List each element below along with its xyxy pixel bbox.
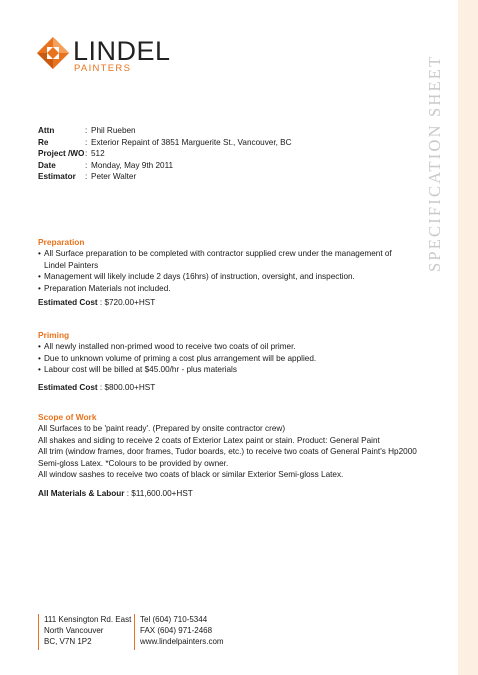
list-item: • Due to unknown volume of priming a cost plus arrangement will be applied. [38, 353, 317, 363]
info-label: Estimator [38, 172, 76, 181]
total-cost: All Materials & Labour : $11,600.00+HST [38, 489, 193, 498]
address-line: North Vancouver [44, 626, 104, 636]
phone-number: Tel (604) 710-5344 [140, 615, 208, 624]
scope-line: All shakes and siding to receive 2 coats of Exterior Latex paint or stain. Product: General Paint [38, 435, 380, 445]
scope-line: Semi-gloss Latex. *Colours to be provided by owner. [38, 458, 229, 468]
info-label: Attn [38, 126, 55, 135]
brand-subtitle: PAINTERS [74, 63, 132, 74]
list-item: • Management will likely include 2 days (16hrs) of instruction, oversight, and inspection. [38, 272, 355, 282]
list-item-continuation: Lindel Painters [44, 260, 99, 270]
info-label: Re [38, 137, 49, 147]
address-line: BC, V7N 1P2 [44, 637, 92, 647]
info-value: Phil Rueben [91, 126, 136, 135]
cost-value: $720.00+HST [104, 298, 156, 307]
company-logo [37, 37, 177, 77]
info-row-attn: Attn : Phil Rueben [38, 126, 136, 135]
section-title: Priming [38, 330, 70, 340]
list-item: • All Surface preparation to be completed with contractor supplied crew under the management of [38, 249, 392, 259]
sheet-title-text: SPECIFICATION SHEET [425, 54, 444, 272]
scope-line: All Surfaces to be 'paint ready'. (Prepared by onsite contractor crew) [38, 424, 286, 434]
side-band [458, 0, 478, 675]
address-line: 111 Kensington Rd. East [44, 615, 132, 624]
info-row-re: Re : Exterior Repaint of 3851 Marguerite St., Vancouver, BC [38, 137, 292, 147]
footer-divider [134, 614, 135, 650]
info-value: 512 [91, 149, 105, 158]
info-row-project: Project /WO : 512 [38, 149, 105, 158]
list-item: • Preparation Materials not included. [38, 283, 171, 293]
info-value: Exterior Repaint of 3851 Marguerite St., Vancouver, BC [91, 137, 292, 147]
orange-cube-icon [37, 37, 69, 69]
scope-line: All trim (window frames, door frames, Tudor boards, etc.) to receive two coats of General Paint's Hp2000 [38, 447, 417, 457]
cost-value: $800.00+HST [104, 383, 156, 392]
preparation-cost: Estimated Cost : $720.00+HST [38, 298, 156, 307]
info-value: Monday, May 9th 2011 [91, 160, 174, 170]
info-row-date: Date : Monday, May 9th 2011 [38, 160, 174, 170]
section-title: Scope of Work [38, 412, 97, 422]
priming-cost: Estimated Cost : $800.00+HST [38, 383, 156, 392]
brand-name: LINDEL [73, 36, 171, 66]
footer-contact [140, 614, 224, 648]
website-link[interactable]: www.lindelpainters.com [140, 637, 224, 647]
info-label: Project /WO [38, 149, 85, 158]
list-item: • Labour cost will be billed at $45.00/hr - plus materials [38, 365, 237, 375]
section-title: Preparation [38, 237, 85, 247]
priming-section [38, 330, 438, 376]
cost-value: $11,600.00+HST [131, 489, 193, 498]
footer-address [44, 614, 131, 648]
info-label: Date [38, 160, 56, 170]
info-row-estimator: Estimator : Peter Walter [38, 172, 137, 181]
project-info [38, 125, 292, 183]
scope-line: All window sashes to receive two coats of black or similar Exterior Semi-gloss Latex. [38, 470, 344, 480]
fax-number: FAX (604) 971-2468 [140, 626, 213, 636]
info-value: Peter Walter [91, 172, 137, 181]
footer-divider [38, 614, 39, 650]
cost-label: Estimated Cost [38, 298, 98, 307]
scope-section [38, 412, 438, 480]
list-item: • All newly installed non-primed wood to receive two coats of oil primer. [38, 342, 296, 352]
cost-label: Estimated Cost [38, 383, 98, 392]
cost-label: All Materials & Labour [38, 489, 125, 498]
preparation-section [38, 237, 438, 294]
